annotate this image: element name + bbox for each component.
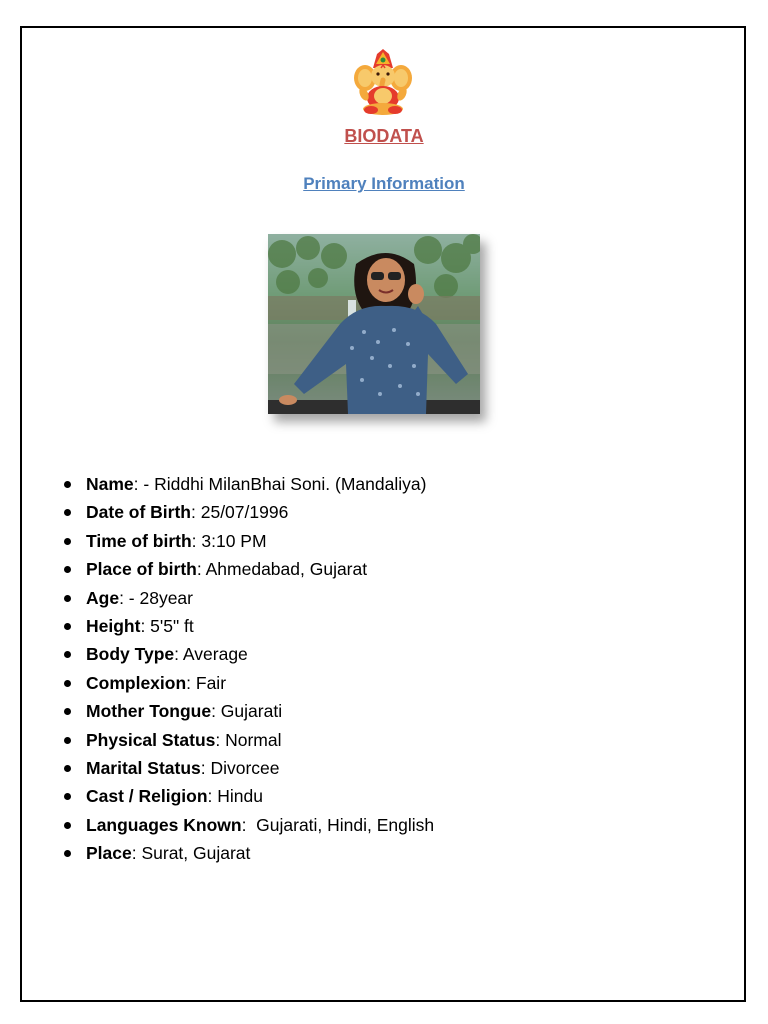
- detail-value: : Average: [174, 644, 248, 665]
- bullet-icon: [64, 737, 71, 744]
- detail-value: : Ahmedabad, Gujarat: [196, 559, 368, 580]
- detail-value: : Surat, Gujarat: [131, 843, 251, 864]
- detail-time-of-birth: [60, 527, 434, 555]
- detail-place-of-birth: [60, 555, 434, 583]
- detail-date-of-birth: [60, 498, 434, 526]
- detail-label: Languages Known: [86, 814, 242, 835]
- detail-label: Place: [86, 843, 132, 864]
- bullet-icon: [64, 623, 71, 630]
- detail-label: Mother Tongue: [86, 701, 212, 722]
- detail-height: [60, 612, 434, 640]
- detail-label: Age: [86, 587, 120, 608]
- detail-physical-status: [60, 726, 434, 754]
- bullet-icon: [64, 793, 71, 800]
- detail-value: : 25/07/1996: [191, 502, 289, 523]
- detail-label: Height: [86, 615, 141, 636]
- detail-mother-tongue: [60, 697, 434, 725]
- detail-label: Physical Status: [86, 729, 216, 750]
- detail-label: Body Type: [86, 644, 175, 665]
- bullet-icon: [64, 850, 71, 857]
- detail-languages-known: [60, 811, 434, 839]
- ganesha-icon: [347, 46, 419, 118]
- detail-label: Time of birth: [86, 530, 192, 551]
- profile-photo: [268, 234, 480, 414]
- detail-complexion: [60, 669, 434, 697]
- bullet-icon: [64, 509, 71, 516]
- detail-label: Name: [86, 474, 134, 494]
- detail-value: : Normal: [215, 729, 282, 750]
- detail-value: : Gujarati, Hindi, English: [241, 814, 435, 835]
- detail-name: [60, 470, 434, 498]
- biodata-details-list: [60, 470, 434, 867]
- bullet-icon: [64, 822, 71, 829]
- bullet-icon: [64, 595, 71, 602]
- detail-value: : Hindu: [207, 786, 263, 807]
- bullet-icon: [64, 708, 71, 715]
- detail-body-type: [60, 640, 434, 668]
- bullet-icon: [64, 680, 71, 687]
- detail-value: : - Riddhi MilanBhai Soni. (Mandaliya): [133, 474, 427, 494]
- detail-value: : Divorcee: [200, 757, 280, 778]
- bullet-icon: [64, 538, 71, 545]
- detail-label: Marital Status: [86, 757, 201, 778]
- detail-label: Place of birth: [86, 559, 197, 580]
- detail-value: : 5'5" ft: [140, 615, 194, 636]
- section-heading: Primary Information: [303, 174, 465, 193]
- bullet-icon: [64, 651, 71, 658]
- detail-cast-religion: [60, 782, 434, 810]
- detail-value: : Fair: [186, 672, 227, 693]
- detail-label: Cast / Religion: [86, 786, 208, 807]
- detail-value: : Gujarati: [211, 701, 283, 722]
- detail-age: [60, 584, 434, 612]
- detail-place: [60, 839, 434, 867]
- detail-value: : 3:10 PM: [191, 530, 267, 551]
- detail-marital-status: [60, 754, 434, 782]
- bullet-icon: [64, 566, 71, 573]
- detail-label: Complexion: [86, 672, 187, 693]
- document-title: BIODATA: [344, 126, 424, 146]
- bullet-icon: [64, 765, 71, 772]
- detail-value: : - 28year: [119, 587, 193, 608]
- bullet-icon: [64, 481, 71, 488]
- detail-label: Date of Birth: [86, 502, 191, 523]
